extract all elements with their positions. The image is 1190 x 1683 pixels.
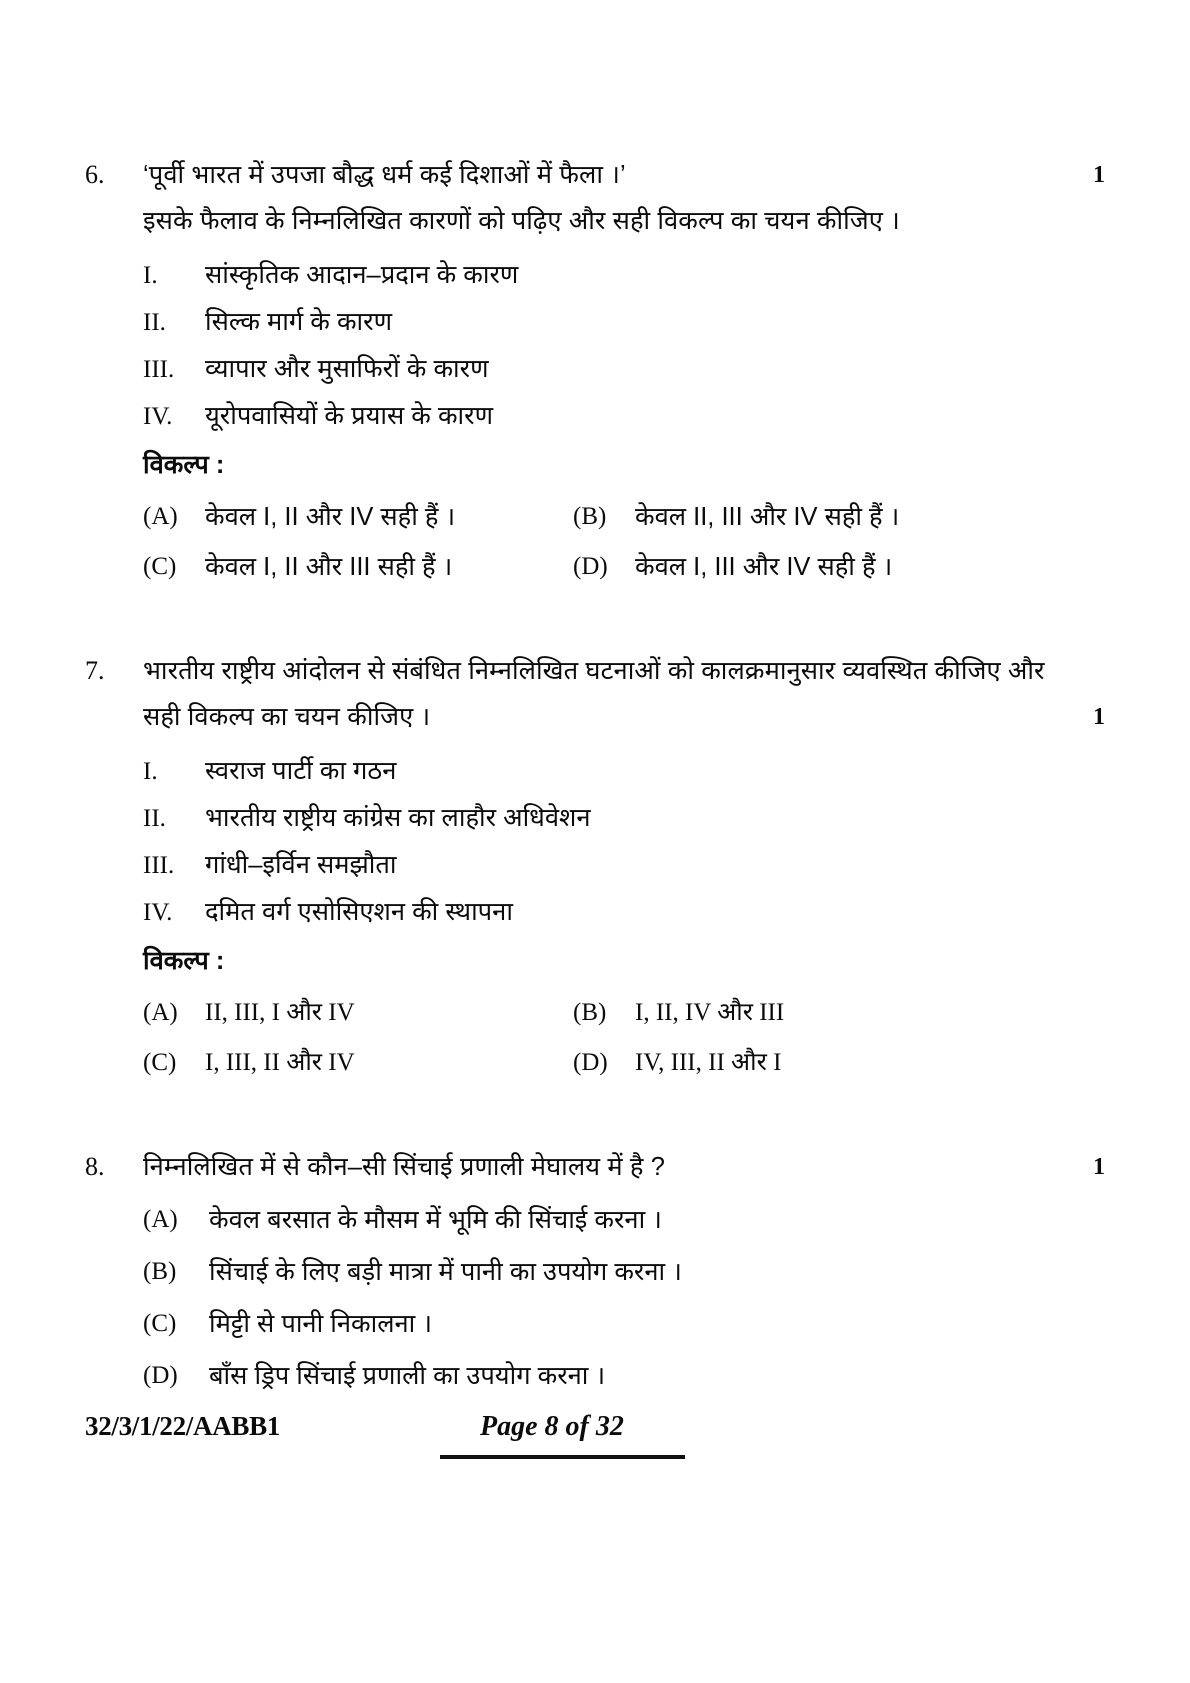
statement-item	[143, 795, 1105, 842]
option-key: (C)	[143, 1310, 177, 1337]
spacer	[85, 1088, 1105, 1144]
option-text: IV, III, II और I	[635, 1049, 782, 1076]
option-text: केवल I, III और IV सही हैं ।	[635, 553, 893, 581]
option-key: (A)	[143, 1206, 178, 1233]
option-key: (D)	[143, 1362, 178, 1389]
option-key: (D)	[573, 1049, 608, 1076]
question-8-stem-line-1: निम्नलिखित में से कौन–सी सिंचाई प्रणाली मेघालय में है ?	[143, 1153, 665, 1181]
question-7-options-label: विकल्प :	[143, 947, 225, 975]
option-c[interactable]	[143, 1298, 1105, 1350]
question-6-options	[85, 492, 1105, 592]
option-text: I, III, II और IV	[205, 1049, 355, 1076]
option-a[interactable]	[143, 492, 573, 542]
option-c[interactable]	[143, 1038, 573, 1088]
question-7-marks: 1	[1093, 704, 1105, 730]
questions-container	[85, 152, 1105, 1402]
question-7-stem	[143, 648, 1105, 740]
question-6-options-label: विकल्प :	[143, 451, 225, 479]
statement-number: I.	[143, 262, 158, 289]
question-6-header	[85, 152, 1105, 244]
question-8-stem	[143, 1144, 1105, 1190]
question-7-statements	[85, 748, 1105, 936]
option-key: (C)	[143, 1049, 177, 1076]
option-text: सिंचाई के लिए बड़ी मात्रा में पानी का उपयोग करना ।	[209, 1258, 682, 1286]
statement-item	[143, 889, 1105, 936]
statement-item	[143, 299, 1105, 346]
question-8-marks: 1	[1093, 1154, 1105, 1180]
option-b[interactable]	[143, 1246, 1105, 1298]
statement-text: स्वराज पार्टी का गठन	[205, 757, 397, 785]
question-7	[85, 648, 1105, 1088]
question-8-options	[85, 1194, 1105, 1402]
option-text: बाँस ड्रिप सिंचाई प्रणाली का उपयोग करना ।	[209, 1362, 606, 1390]
option-row	[143, 988, 1105, 1038]
question-6-number: 6.	[85, 160, 105, 189]
option-text: केवल बरसात के मौसम में भूमि की सिंचाई करना ।	[209, 1206, 662, 1234]
spacer	[85, 592, 1105, 648]
option-key: (A)	[143, 999, 178, 1026]
statement-text: दमित वर्ग एसोसिएशन की स्थापना	[205, 898, 513, 926]
option-c[interactable]	[143, 542, 573, 592]
option-d[interactable]	[143, 1350, 1105, 1402]
option-key: (C)	[143, 553, 177, 580]
option-text: केवल I, II और III सही हैं ।	[205, 553, 453, 581]
question-6-statements	[85, 252, 1105, 440]
option-d[interactable]	[573, 542, 1105, 592]
statement-item	[143, 748, 1105, 795]
option-key: (D)	[573, 553, 608, 580]
option-a[interactable]	[143, 1194, 1105, 1246]
statement-number: III.	[143, 356, 175, 383]
page-footer	[85, 1411, 1105, 1455]
question-7-stem-line-2: सही विकल्प का चयन कीजिए ।	[143, 703, 431, 731]
statement-item	[143, 346, 1105, 393]
question-6-marks: 1	[1093, 162, 1105, 188]
statement-text: सिल्क मार्ग के कारण	[205, 308, 393, 336]
statement-number: IV.	[143, 899, 173, 926]
statement-text: यूरोपवासियों के प्रयास के कारण	[205, 402, 494, 430]
question-6	[85, 152, 1105, 592]
option-d[interactable]	[573, 1038, 1105, 1088]
option-b[interactable]	[573, 988, 1105, 1038]
statement-number: II.	[143, 805, 166, 832]
statement-item	[143, 393, 1105, 440]
option-key: (B)	[573, 999, 607, 1026]
statement-item	[143, 252, 1105, 299]
option-row	[143, 542, 1105, 592]
statement-item	[143, 842, 1105, 889]
question-8-header	[85, 1144, 1105, 1190]
question-6-stem	[143, 152, 1105, 244]
statement-text: भारतीय राष्ट्रीय कांग्रेस का लाहौर अधिवेशन	[205, 804, 591, 832]
question-8	[85, 1144, 1105, 1402]
option-a[interactable]	[143, 988, 573, 1038]
question-7-number: 7.	[85, 656, 105, 685]
statement-text: व्यापार और मुसाफिरों के कारण	[205, 355, 489, 383]
question-8-number: 8.	[85, 1152, 105, 1181]
option-key: (A)	[143, 503, 178, 530]
option-row	[143, 492, 1105, 542]
option-b[interactable]	[573, 492, 1105, 542]
statement-number: II.	[143, 309, 166, 336]
option-row	[143, 1038, 1105, 1088]
question-6-stem-line-1: ‘पूर्वी भारत में उपजा बौद्ध धर्म कई दिशाओं में फैला ।’	[143, 161, 626, 189]
option-text: I, II, IV और III	[635, 999, 785, 1026]
statement-number: I.	[143, 758, 158, 785]
question-7-options	[85, 988, 1105, 1088]
statement-text: गांधी–इर्विन समझौता	[205, 851, 397, 879]
option-text: केवल II, III और IV सही हैं ।	[635, 503, 900, 531]
statement-text: सांस्कृतिक आदान–प्रदान के कारण	[205, 261, 519, 289]
paper-code: 32/3/1/22/AABB1	[85, 1411, 281, 1441]
question-6-stem-line-2: इसके फैलाव के निम्नलिखित कारणों को पढ़िए और सही विकल्प का चयन कीजिए ।	[143, 207, 900, 235]
footer-underline	[440, 1455, 685, 1459]
option-text: II, III, I और IV	[205, 999, 355, 1026]
question-7-stem-line-1: भारतीय राष्ट्रीय आंदोलन से संबंधित निम्नलिखित घटनाओं को कालक्रमानुसार व्यवस्थित कीजिए और	[143, 657, 1045, 685]
option-key: (B)	[143, 1258, 177, 1285]
question-7-header	[85, 648, 1105, 740]
option-text: मिट्टी से पानी निकालना ।	[209, 1310, 433, 1338]
page-number-label: Page 8 of 32	[480, 1411, 624, 1442]
option-text: केवल I, II और IV सही हैं ।	[205, 503, 456, 531]
statement-number: IV.	[143, 403, 173, 430]
option-key: (B)	[573, 503, 607, 530]
statement-number: III.	[143, 852, 175, 879]
